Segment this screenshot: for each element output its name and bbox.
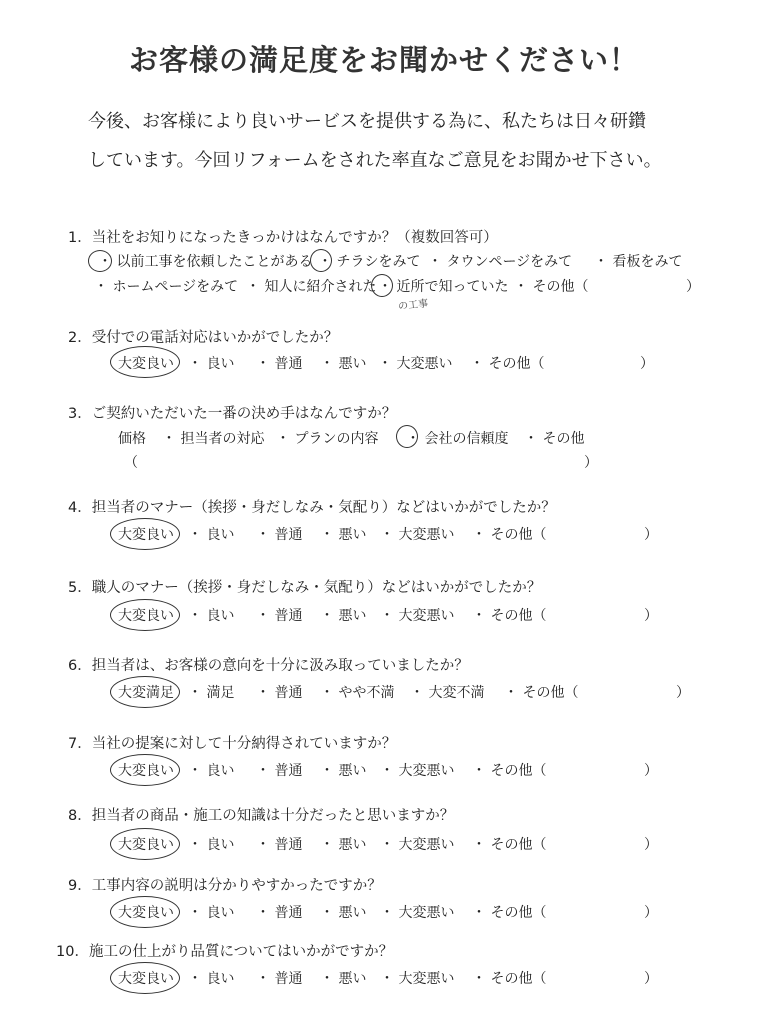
- q10-option-good[interactable]: ・ 良い: [188, 971, 235, 987]
- q7-option-normal[interactable]: ・ 普通: [256, 763, 303, 779]
- q2-option-bad[interactable]: ・ 悪い: [320, 356, 367, 372]
- answer-circle: [110, 518, 180, 550]
- q6-option-other[interactable]: ・ その他（: [504, 685, 579, 701]
- question-7: 7．当社の提案に対して十分納得されていますか？: [68, 736, 397, 752]
- q10-option-bad[interactable]: ・ 悪い: [320, 971, 367, 987]
- q6-option-very-satisfied[interactable]: 大変満足: [118, 685, 174, 701]
- question-6: 6．担当者は、お客様の意向を十分に汲み取っていましたか？: [68, 658, 469, 674]
- q1-option-homepage[interactable]: ・ ホームページをみて: [94, 279, 239, 295]
- answer-circle: [110, 599, 180, 631]
- q10-option-very-good[interactable]: 大変良い: [118, 971, 174, 987]
- q9-other-close-paren: ）: [644, 905, 658, 921]
- q7-option-other[interactable]: ・ その他（: [472, 763, 547, 779]
- q6-option-very-unsatisfied[interactable]: ・ 大変不満: [410, 685, 485, 701]
- answer-circle: [110, 896, 180, 928]
- answer-circle: [396, 425, 418, 448]
- intro-line-1: 今後、お客様により良いサービスを提供する為に、私たちは日々研鑽: [88, 111, 646, 132]
- q4-option-very-good[interactable]: 大変良い: [118, 527, 174, 543]
- q6-option-normal[interactable]: ・ 普通: [256, 685, 303, 701]
- q4-option-normal[interactable]: ・ 普通: [256, 527, 303, 543]
- question-10: 10．施工の仕上がり品質についてはいかがですか？: [56, 944, 394, 960]
- q7-option-bad[interactable]: ・ 悪い: [320, 763, 367, 779]
- answer-circle: [110, 676, 180, 708]
- q9-option-very-good[interactable]: 大変良い: [118, 905, 174, 921]
- q6-other-close-paren: ）: [676, 685, 690, 701]
- answer-circle: [110, 828, 180, 860]
- q3-option-trust[interactable]: ・ 会社の信頼度: [406, 431, 509, 447]
- q2-other-close-paren: ）: [640, 356, 654, 372]
- q7-option-very-good[interactable]: 大変良い: [118, 763, 174, 779]
- q5-option-very-bad[interactable]: ・ 大変悪い: [380, 608, 455, 624]
- answer-circle: [110, 754, 180, 786]
- question-5: 5．職人のマナー（挨拶・身だしなみ・気配り）などはいかがでしたか？: [68, 580, 542, 596]
- q7-option-very-bad[interactable]: ・ 大変悪い: [380, 763, 455, 779]
- q8-option-other[interactable]: ・ その他（: [472, 837, 547, 853]
- q4-option-good[interactable]: ・ 良い: [188, 527, 235, 543]
- answer-circle: [371, 274, 393, 297]
- q8-option-normal[interactable]: ・ 普通: [256, 837, 303, 853]
- q8-option-good[interactable]: ・ 良い: [188, 837, 235, 853]
- q3-other-close-paren: ）: [584, 455, 598, 471]
- q6-option-satisfied[interactable]: ・ 満足: [188, 685, 235, 701]
- page-title: お客様の満足度をお聞かせください！: [128, 43, 639, 77]
- handwritten-note: の工事: [397, 298, 429, 313]
- question-2: 2．受付での電話対応はいかがでしたか？: [68, 330, 339, 346]
- q8-other-close-paren: ）: [644, 837, 658, 853]
- q5-option-other[interactable]: ・ その他（: [472, 608, 547, 624]
- q2-option-other[interactable]: ・ その他（: [470, 356, 545, 372]
- q7-other-close-paren: ）: [644, 763, 658, 779]
- q2-option-very-bad[interactable]: ・ 大変悪い: [378, 356, 453, 372]
- q4-option-other[interactable]: ・ その他（: [472, 527, 547, 543]
- q9-option-other[interactable]: ・ その他（: [472, 905, 547, 921]
- q5-option-very-good[interactable]: 大変良い: [118, 608, 174, 624]
- answer-circle: [110, 346, 180, 378]
- question-4: 4．担当者のマナー（挨拶・身だしなみ・気配り）などはいかがでしたか？: [68, 500, 556, 516]
- answer-circle: [110, 962, 180, 994]
- q3-option-plan[interactable]: ・ プランの内容: [276, 431, 379, 447]
- q2-option-very-good[interactable]: 大変良い: [118, 356, 174, 372]
- q9-option-bad[interactable]: ・ 悪い: [320, 905, 367, 921]
- q3-option-staff[interactable]: ・ 担当者の対応: [162, 431, 265, 447]
- q3-option-price[interactable]: 価格: [118, 431, 146, 447]
- q9-option-very-bad[interactable]: ・ 大変悪い: [380, 905, 455, 921]
- q1-option-previous-work[interactable]: ・ 以前工事を依頼したことがある: [98, 254, 313, 270]
- q2-option-good[interactable]: ・ 良い: [188, 356, 235, 372]
- q9-option-normal[interactable]: ・ 普通: [256, 905, 303, 921]
- q2-option-normal[interactable]: ・ 普通: [256, 356, 303, 372]
- q9-option-good[interactable]: ・ 良い: [188, 905, 235, 921]
- q5-option-good[interactable]: ・ 良い: [188, 608, 235, 624]
- question-3: 3．ご契約いただいた一番の決め手はなんですか？: [68, 406, 397, 422]
- q5-option-bad[interactable]: ・ 悪い: [320, 608, 367, 624]
- answer-circle: [310, 249, 332, 272]
- q5-other-close-paren: ）: [644, 608, 658, 624]
- q10-option-very-bad[interactable]: ・ 大変悪い: [380, 971, 455, 987]
- q10-other-close-paren: ）: [644, 971, 658, 987]
- q1-other-close-paren: ）: [686, 279, 700, 295]
- q4-option-very-bad[interactable]: ・ 大変悪い: [380, 527, 455, 543]
- q8-option-very-good[interactable]: 大変良い: [118, 837, 174, 853]
- q1-option-flyer[interactable]: ・ チラシをみて: [318, 254, 421, 270]
- q7-option-good[interactable]: ・ 良い: [188, 763, 235, 779]
- q4-other-close-paren: ）: [644, 527, 658, 543]
- q3-other-open-paren: （: [124, 455, 138, 471]
- q3-option-other[interactable]: ・ その他: [524, 431, 585, 447]
- q1-option-signboard[interactable]: ・ 看板をみて: [594, 254, 683, 270]
- intro-line-2: しています。今回リフォームをされた率直なご意見をお聞かせ下さい。: [88, 150, 662, 171]
- q6-option-somewhat-unsatisfied[interactable]: ・ やや不満: [320, 685, 395, 701]
- q8-option-bad[interactable]: ・ 悪い: [320, 837, 367, 853]
- q1-option-other[interactable]: ・ その他（: [514, 279, 589, 295]
- q1-option-acquaintance[interactable]: ・ 知人に紹介された: [246, 279, 377, 295]
- question-1: 1．当社をお知りになったきっかけはなんですか？（複数回答可）: [68, 230, 498, 246]
- question-9: 9．工事内容の説明は分かりやすかったですか？: [68, 878, 382, 894]
- question-8: 8．担当者の商品・施工の知識は十分だったと思いますか？: [68, 808, 455, 824]
- answer-circle: [88, 250, 112, 272]
- q10-option-other[interactable]: ・ その他（: [472, 971, 547, 987]
- q5-option-normal[interactable]: ・ 普通: [256, 608, 303, 624]
- q4-option-bad[interactable]: ・ 悪い: [320, 527, 367, 543]
- q10-option-normal[interactable]: ・ 普通: [256, 971, 303, 987]
- q1-option-townpage[interactable]: ・ タウンページをみて: [428, 254, 573, 270]
- q1-option-neighborhood[interactable]: ・ 近所で知っていた: [378, 279, 509, 295]
- q8-option-very-bad[interactable]: ・ 大変悪い: [380, 837, 455, 853]
